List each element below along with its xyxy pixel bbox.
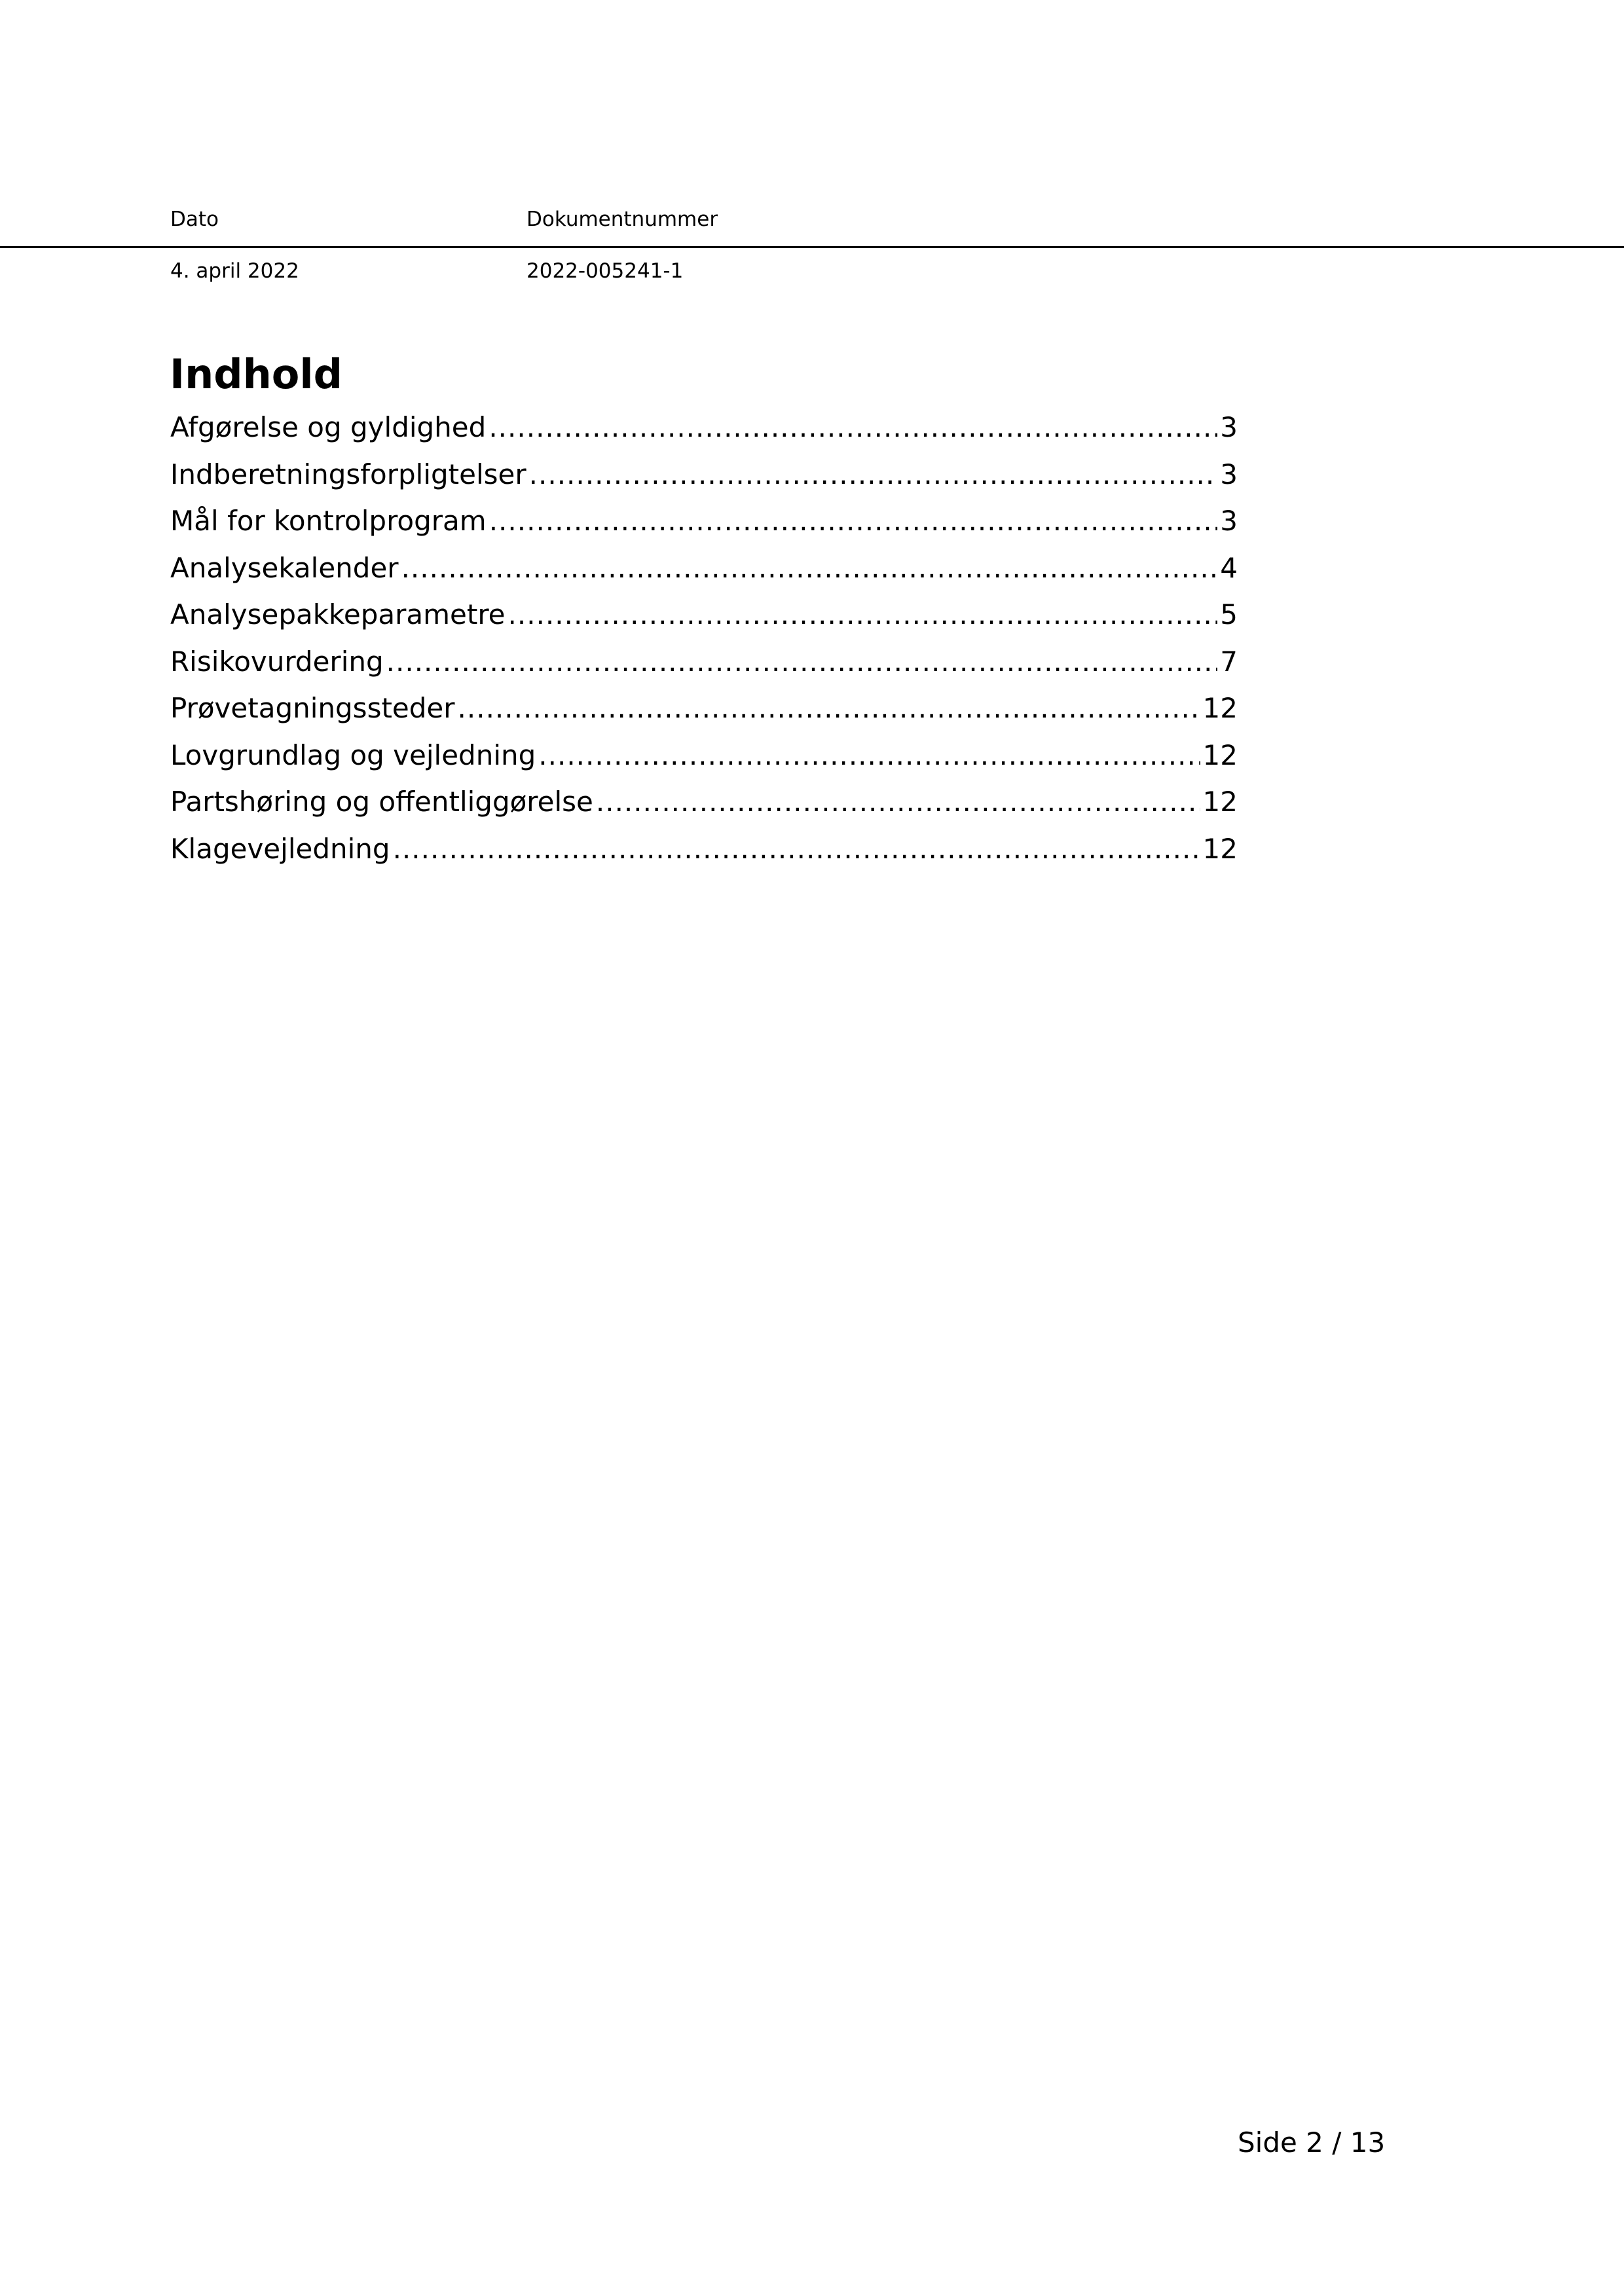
header-date-value: 4. april 2022 <box>170 259 299 283</box>
header-rule <box>0 246 1624 248</box>
toc-dot-leader <box>489 500 1218 542</box>
toc-dot-leader <box>529 454 1218 496</box>
toc-dot-leader <box>596 781 1200 823</box>
toc-dot-leader <box>489 407 1217 448</box>
toc-entry-label: Mål for kontrolprogram <box>170 505 487 537</box>
toc-entry-label: Klagevejledning <box>170 832 390 865</box>
toc-entry-label: Analysekalender <box>170 551 399 584</box>
page-number-indicator: Side 2 / 13 <box>1238 2126 1386 2159</box>
toc-entry-page: 3 <box>1220 411 1238 443</box>
toc-entry[interactable] <box>170 454 1238 501</box>
toc-entry[interactable] <box>170 407 1238 454</box>
toc-entry-label: Prøvetagningssteder <box>170 692 455 724</box>
toc-entry-label: Afgørelse og gyldighed <box>170 411 487 443</box>
toc-entry-label: Indberetningsforpligtelser <box>170 458 526 490</box>
toc-entry-page: 7 <box>1220 645 1238 678</box>
toc-entry[interactable] <box>170 594 1238 641</box>
toc-entry[interactable] <box>170 687 1238 735</box>
toc-entry-page: 5 <box>1220 598 1238 630</box>
toc-entry[interactable] <box>170 735 1238 782</box>
toc-entry-label: Partshøring og offentliggørelse <box>170 786 593 818</box>
toc-entry[interactable] <box>170 781 1238 828</box>
toc-dot-leader <box>401 547 1218 589</box>
toc-entry-label: Lovgrundlag og vejledning <box>170 738 536 771</box>
toc-dot-leader <box>386 641 1218 683</box>
toc-entry-label: Analysepakkeparametre <box>170 598 506 630</box>
toc-entry-page: 3 <box>1220 458 1238 490</box>
header-doc-number-value: 2022-005241-1 <box>526 259 684 283</box>
toc-entry[interactable] <box>170 547 1238 594</box>
toc-entry[interactable] <box>170 641 1238 688</box>
toc-entry-page: 12 <box>1202 786 1238 818</box>
toc-entry-page: 3 <box>1220 505 1238 537</box>
toc-entry[interactable] <box>170 500 1238 547</box>
toc-dot-leader <box>508 594 1218 636</box>
toc-entry-page: 12 <box>1202 832 1238 865</box>
toc-entry-page: 4 <box>1220 551 1238 584</box>
toc-dot-leader <box>538 735 1200 776</box>
toc-entry-page: 12 <box>1202 692 1238 724</box>
toc-title: Indhold <box>170 350 342 398</box>
toc-dot-leader <box>393 828 1200 870</box>
toc-dot-leader <box>458 687 1200 729</box>
table-of-contents <box>170 407 1238 875</box>
toc-entry[interactable] <box>170 828 1238 875</box>
toc-entry-label: Risikovurdering <box>170 645 384 678</box>
toc-entry-page: 12 <box>1202 738 1238 771</box>
header-doc-number-label: Dokumentnummer <box>526 208 718 231</box>
header-date-label: Dato <box>170 208 219 231</box>
